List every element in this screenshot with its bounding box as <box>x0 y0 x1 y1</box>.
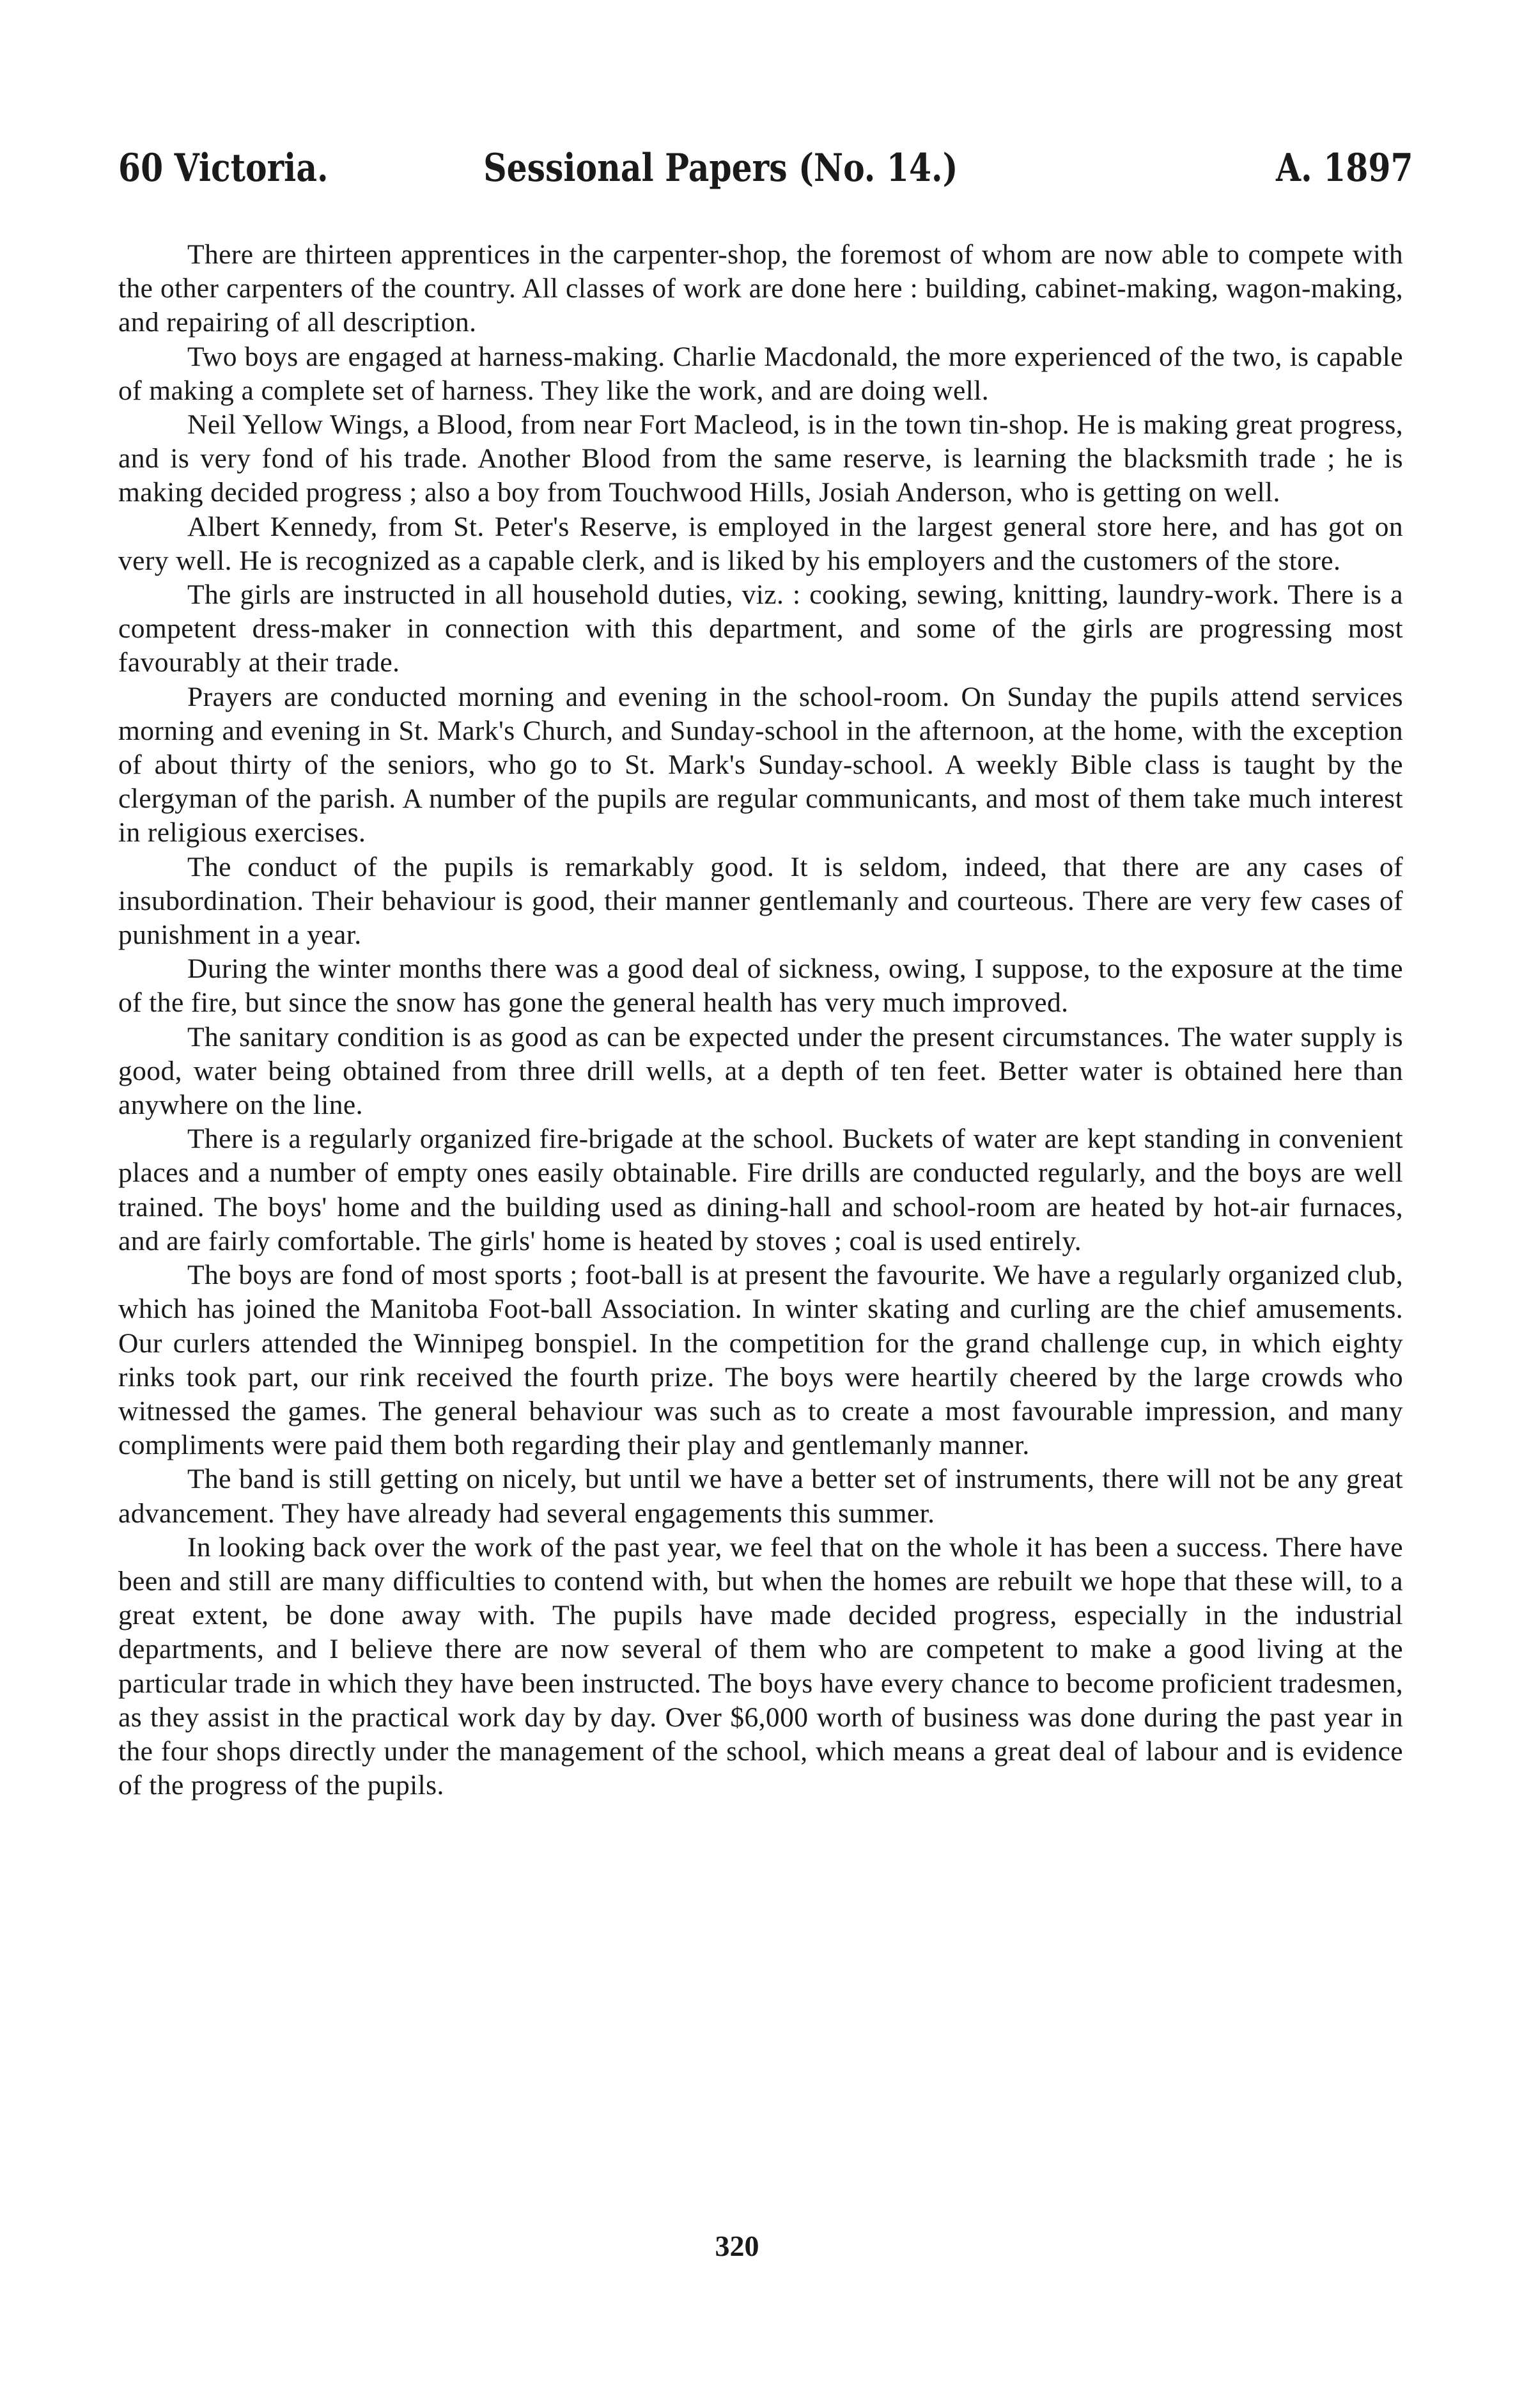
paragraph-fire-brigade: There is a regularly organized fire-brigade at the school. Buckets of water are kept standing in convenient places and a number of empty ones easily obtainable. Fire drills are conducted regularly, and the boys are well trained. The boys' home and the building used as dining-hall and school-room are heated by hot-air furnaces, and are fairly comfortable. The girls' home is heated by stoves ; coal is used entirely. <box>118 1123 1403 1256</box>
page-number: 320 <box>715 2230 759 2262</box>
paragraph-sanitary: The sanitary condition is as good as can be expected under the present circumstances. The water supply is good, water being obtained from three drill wells, at a depth of ten feet. Better water is obtained here than anywhere on the line. <box>118 1021 1403 1121</box>
paragraph-harness-making: Two boys are engaged at harness-making. Charlie Macdonald, the more experienced of the two, is capable of making a complete set of harness. They like the work, and are doing well. <box>118 341 1403 406</box>
header-title: Sessional Papers (No. 14.) <box>483 146 958 191</box>
paragraph-summary: In looking back over the work of the past year, we feel that on the whole it has been a success. There have been and still are many difficulties to contend with, but when the homes are rebuilt we hope that these will, to a great extent, be done away with. The pupils have made decided progress, especially in the industrial departments, and I believe there are now several of them who are competent to make a good living at the particular trade in which they have been instructed. The boys have every chance to become proficient tradesmen, as they assist in the practical work day by day. Over $6,000 worth of business was done during the past year in the four shops directly under the management of the school, which means a great deal of labour and is evidence of the progress of the pupils. <box>118 1531 1403 1801</box>
paragraph-sports: The boys are fond of most sports ; foot-ball is at present the favourite. We have a regularly organized club, which has joined the Manitoba Foot-ball Association. In winter skating and curling are the chief amusements. Our curlers attended the Winnipeg bonspiel. In the competition for the grand challenge cup, in which eighty rinks took part, our rink received the fourth prize. The boys were heartily cheered by the large crowds who witnessed the games. The general behaviour was such as to create a most favourable impression, and many compliments were paid them both regarding their play and gentlemanly manner. <box>118 1260 1403 1461</box>
paragraph-girls-instruction: The girls are instructed in all household duties, viz. : cooking, sewing, knitting, laundry-work. There is a competent dress-maker in connection with this department, and some of the girls are progressing most favourably at their trade. <box>118 579 1403 678</box>
paragraph-apprentices: There are thirteen apprentices in the carpenter-shop, the foremost of whom are now able to compete with the other carpenters of the country. All classes of work are done here : building, cabinet-making, wagon-making, and repairing of all description. <box>118 239 1403 338</box>
paragraph-health: During the winter months there was a good deal of sickness, owing, I suppose, to the exposure at the time of the fire, but since the snow has gone the general health has very much improved. <box>118 953 1403 1019</box>
report-body <box>118 238 1403 1802</box>
paragraph-tin-shop: Neil Yellow Wings, a Blood, from near Fort Macleod, is in the town tin-shop. He is making great progress, and is very fond of his trade. Another Blood from the same reserve, is learning the blacksmith trade ; he is making decided progress ; also a boy from Touchwood Hills, Josiah Anderson, who is getting on well. <box>118 409 1403 508</box>
header-session: 60 Victoria. <box>118 146 329 191</box>
running-header <box>118 139 1413 197</box>
paragraph-store-clerk: Albert Kennedy, from St. Peter's Reserve, is employed in the largest general store here, and has got on very well. He is recognized as a capable clerk, and is liked by his employers and the customers of the store. <box>118 511 1403 576</box>
header-year: A. 1897 <box>1276 146 1413 191</box>
paragraph-band: The band is still getting on nicely, but until we have a better set of instruments, there will not be any great advancement. They have already had several engagements this summer. <box>118 1464 1403 1529</box>
paragraph-religious: Prayers are conducted morning and evening in the school-room. On Sunday the pupils attend services morning and evening in St. Mark's Church, and Sunday-school in the afternoon, at the home, with the exception of about thirty of the seniors, who go to St. Mark's Sunday-school. A weekly Bible class is taught by the clergyman of the parish. A number of the pupils are regular communicants, and most of them take much interest in religious exercises. <box>118 681 1403 848</box>
paragraph-conduct: The conduct of the pupils is remarkably good. It is seldom, indeed, that there are any cases of insubordination. Their behaviour is good, their manner gentlemanly and courteous. There are very few cases of punishment in a year. <box>118 851 1403 951</box>
